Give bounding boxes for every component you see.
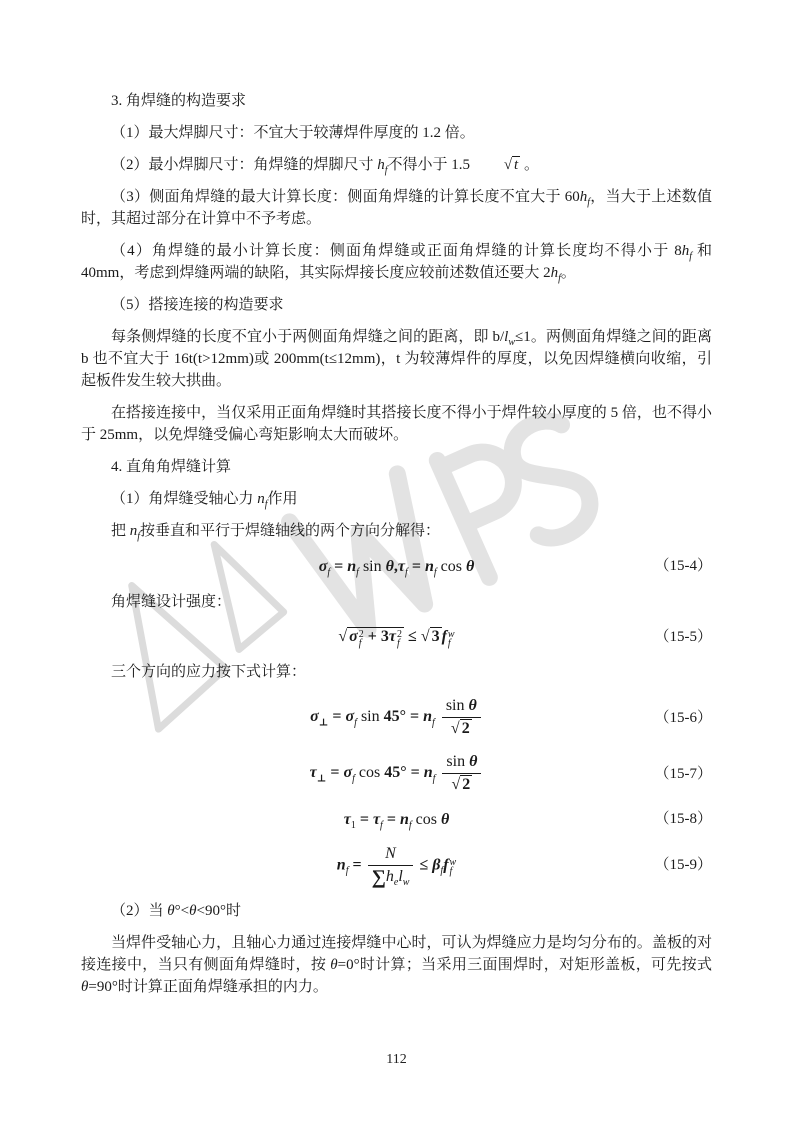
section-heading: 4. 直角角焊缝计算 (111, 459, 232, 475)
paragraph: 把 $n_f$按垂直和平行于焊缝轴线的两个方向分解得： (111, 523, 441, 542)
equation-number: （15-5） (654, 628, 712, 645)
page-content (81, 90, 712, 1008)
list-item: （5）搭接连接的构造要求 (111, 297, 284, 313)
list-item: （2）最小焊脚尺寸：角焊缝的焊脚尺寸 $h_f$不得小于 1.5 √ t 。 (111, 157, 539, 176)
list-item: （1）角焊缝受轴心力 $n_f$作用 (111, 491, 298, 510)
equation-number: （15-7） (654, 765, 712, 782)
paragraph: （4）角焊缝的最小计算长度：侧面角焊缝或正面角焊缝的计算长度均不得小于 $8h_f$ 和 40mm，考虑到焊缝两端的缺陷，其实际焊接长度应较前述数值还要大 $2h_f$。 (81, 243, 712, 284)
equation-number: （15-6） (654, 709, 712, 726)
equation (81, 555, 712, 578)
paragraph: 在搭接连接中，当仅采用正面角焊缝时其搭接长度不得小于焊件较小厚度的 5 倍，也不得小于 25mm，以免焊缝受偏心弯矩影响太大而破坏。 (81, 405, 712, 443)
equation (81, 808, 712, 831)
paragraph: （3）侧面角焊缝的最大计算长度：侧面角焊缝的计算长度不宜大于 $60h_f$，当大于上述数值时，其超过部分在计算中不予考虑。 (81, 189, 712, 227)
equation (81, 752, 712, 795)
list-item: （1）最大焊脚尺寸：不宜大于较薄焊件厚度的 1.2 倍。 (111, 125, 475, 141)
equation (81, 844, 712, 887)
list-item: （2）当 θ°<θ<90°时 (111, 903, 241, 920)
page-number: 112 (386, 1052, 407, 1067)
equation (81, 696, 712, 739)
paragraph: 三个方向的应力按下式计算： (111, 664, 307, 681)
paragraph: 角焊缝设计强度： (111, 593, 232, 610)
formula: √ σ 2 f + 3τ 2 f ≤ √ 3 f w f (338, 628, 455, 650)
formula: $\tau_\perp = \sigma_f$ $\cos 45^\circ = n_f$ $\frac{\text{sin θ}}{√ 2}$ (310, 752, 484, 795)
formula: $\tau_1 = \tau_f = n_f$ cos θ (343, 810, 450, 831)
section-heading: 3. 角焊缝的构造要求 (111, 93, 247, 109)
paragraph: 当焊件受轴心力，且轴心力通过连接焊缝中心时，可认为焊缝应力是均匀分布的。盖板的对接连接中，当只有侧面角焊缝时，按 θ=0°时计算；当采用三面围焊时，对矩形盖板，可先按式 θ=90°时计算正面角焊缝承担的内力。 (81, 935, 712, 996)
equation (81, 626, 712, 649)
equation-number: （15-4） (654, 558, 712, 575)
formula: $\sigma_\perp = \sigma_f$ $\sin 45^\circ = n_f$ $\frac{\text{sin θ}}{√ 2}$ (310, 696, 483, 739)
equation-number: （15-9） (654, 857, 712, 874)
equation-number: （15-8） (654, 811, 712, 828)
formula: $\sigma_f = n_f$ $\sin \theta,\tau_f = n_f$ cos θ (318, 557, 475, 578)
formula: $n_f$ = $\frac{N}{\sum h_el_w}$ ≤ $\beta_ff$ w f (336, 844, 457, 889)
paragraph: 每条侧焊缝的长度不宜小于两侧面角焊缝之间的距离，即 $b/l_w\le 1$。两侧面角焊缝之间的距离 b 也不宜大于 16t(t>12mm)或 200mm(t≤12mm)，t 为较薄焊件的厚度，以免因焊缝横向收缩，引起板件发生较大拱曲。 (81, 329, 713, 389)
